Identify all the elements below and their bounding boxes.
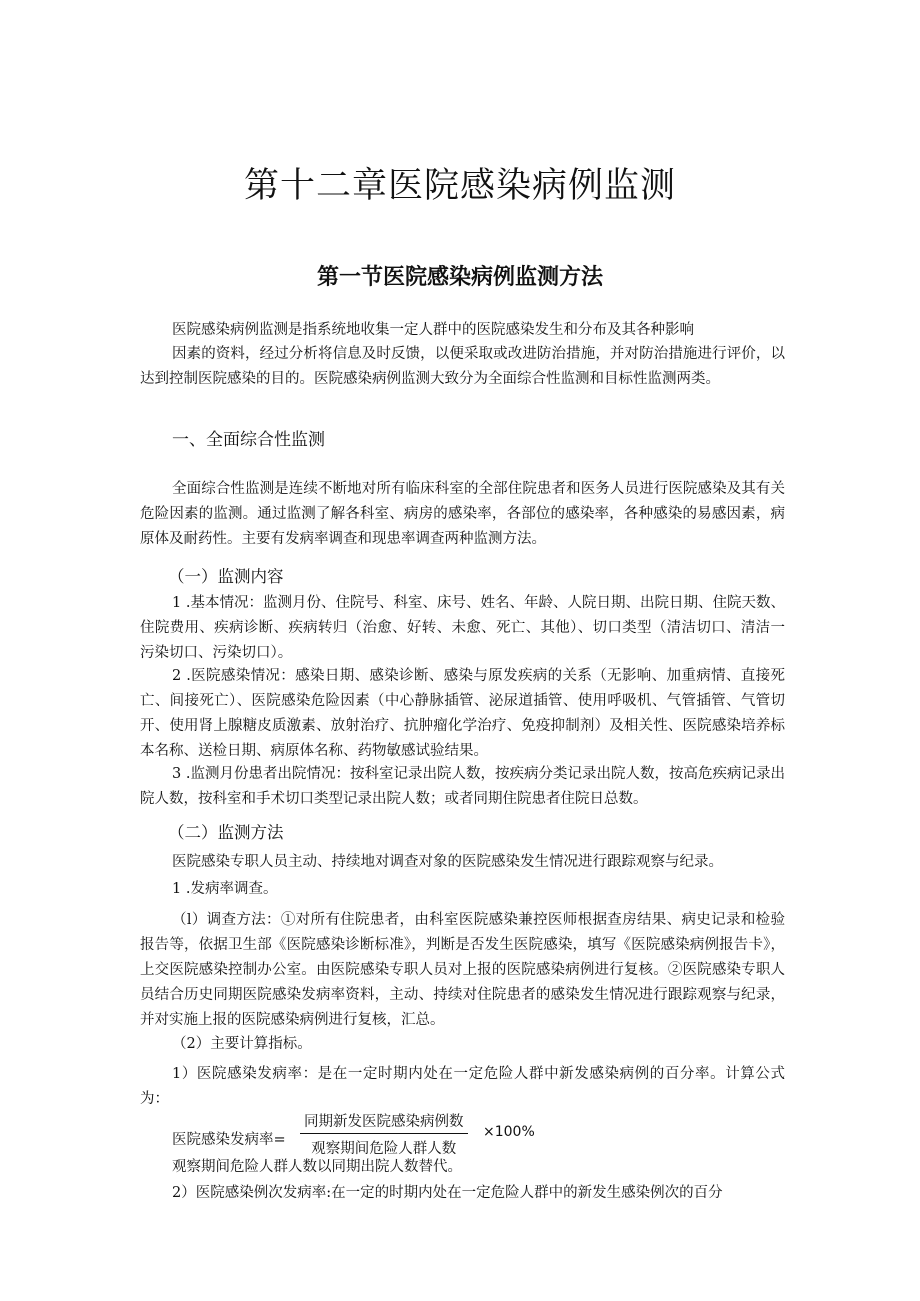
method-intro: 医院感染专职人员主动、持续地对调查对象的医院感染发生情况进行跟踪观察与纪录。 [172,854,723,870]
chapter-title: 第十二章医院感染病例监测 [243,166,676,206]
subheading-content: （一）监测内容 [168,567,284,586]
formula-note: 观察期间危险人群人数以同期出院人数替代。 [172,1159,462,1175]
formula-fraction [300,1110,468,1158]
section-title: 第一节医院感染病例监测方法 [316,265,603,290]
intro-first-line: 医院感染病例监测是指系统地收集一定人群中的医院感染发生和分布及其各种影响 [172,322,694,338]
intro-paragraph: 因素的资料，经过分析将信息及时反馈，以便采取或改进防治措施，并对防治措施进行评价，以达到控制医院感染的目的。医院感染病例监测大致分为全面综合性监测和目标性监测两类。 [140,346,785,387]
main-indicators: （2）主要计算指标。 [172,1036,312,1052]
part1-heading: 一、全面综合性监测 [172,430,325,450]
case-incidence-rate: 2）医院感染例次发病率:在一定的时期内处在一定危险人群中的新发生感染例次的百分 [172,1185,723,1201]
incidence-rate-definition: 1）医院感染发病率：是在一定时期内处在一定危险人群中新发感染病例的百分率。计算公式为： [140,1066,785,1107]
item-discharge-info: 3 .监测月份患者出院情况：按科室记录出院人数，按疾病分类记录出院人数，按高危疾病记录出院人数，按科室和手术切口类型记录出院人数；或者同期住院患者住院日总数。 [140,766,785,807]
formula-denominator: 观察期间危险人群人数 [311,1141,457,1157]
formula-numerator: 同期新发医院感染病例数 [300,1110,468,1134]
formula-label: 医院感染发病率= [172,1132,286,1148]
subheading-method: （二）监测方法 [168,823,284,842]
item-basic-info: 1 .基本情况：监测月份、住院号、科室、床号、姓名、年龄、人院日期、出院日期、住院天数、住院费用、疾病诊断、疾病转归（治愈、好转、未愈、死亡、其他）、切口类型（清洁切口、清洁一污染切口、污染切口）。 [140,595,785,661]
item-infection-info: 2 .医院感染情况：感染日期、感染诊断、感染与原发疾病的关系（无影响、加重病情、直接死亡、间接死亡）、医院感染危险因素（中心静脉插管、泌尿道插管、使用呼吸机、气管插管、气管切开、使用肾上腺糖皮质激素、放射治疗、抗肿瘤化学治疗、免疫抑制剂）及相关性、医院感染培养标本名称、送检日期、病原体名称、药物敏感试验结果。 [140,668,785,759]
method-incidence-survey: 1 .发病率调查。 [172,881,278,897]
formula-multiplier: ×100% [483,1124,535,1140]
part1-paragraph: 全面综合性监测是连续不断地对所有临床科室的全部住院患者和医务人员进行医院感染及其有关危险因素的监测。通过监测了解各科室、病房的感染率，各部位的感染率，各种感染的易感因素，病原体及耐药性。主要有发病率调查和现患率调查两种监测方法。 [140,481,785,547]
survey-method-paragraph: （l）调查方法：①对所有住院患者，由科室医院感染兼控医师根据查房结果、病史记录和检验报告等，依据卫生部《医院感染诊断标准》，判断是否发生医院感染，填写《医院感染病例报告卡》，上交医院感染控制办公室。由医院感染专职人员对上报的医院感染病例进行复核。②医院感染专职人员结合历史同期医院感染发病率资料，主动、持续对住院患者的感染发生情况进行跟踪观察与纪录，并对实施上报的医院感染病例进行复核，汇总。 [140,912,785,1028]
